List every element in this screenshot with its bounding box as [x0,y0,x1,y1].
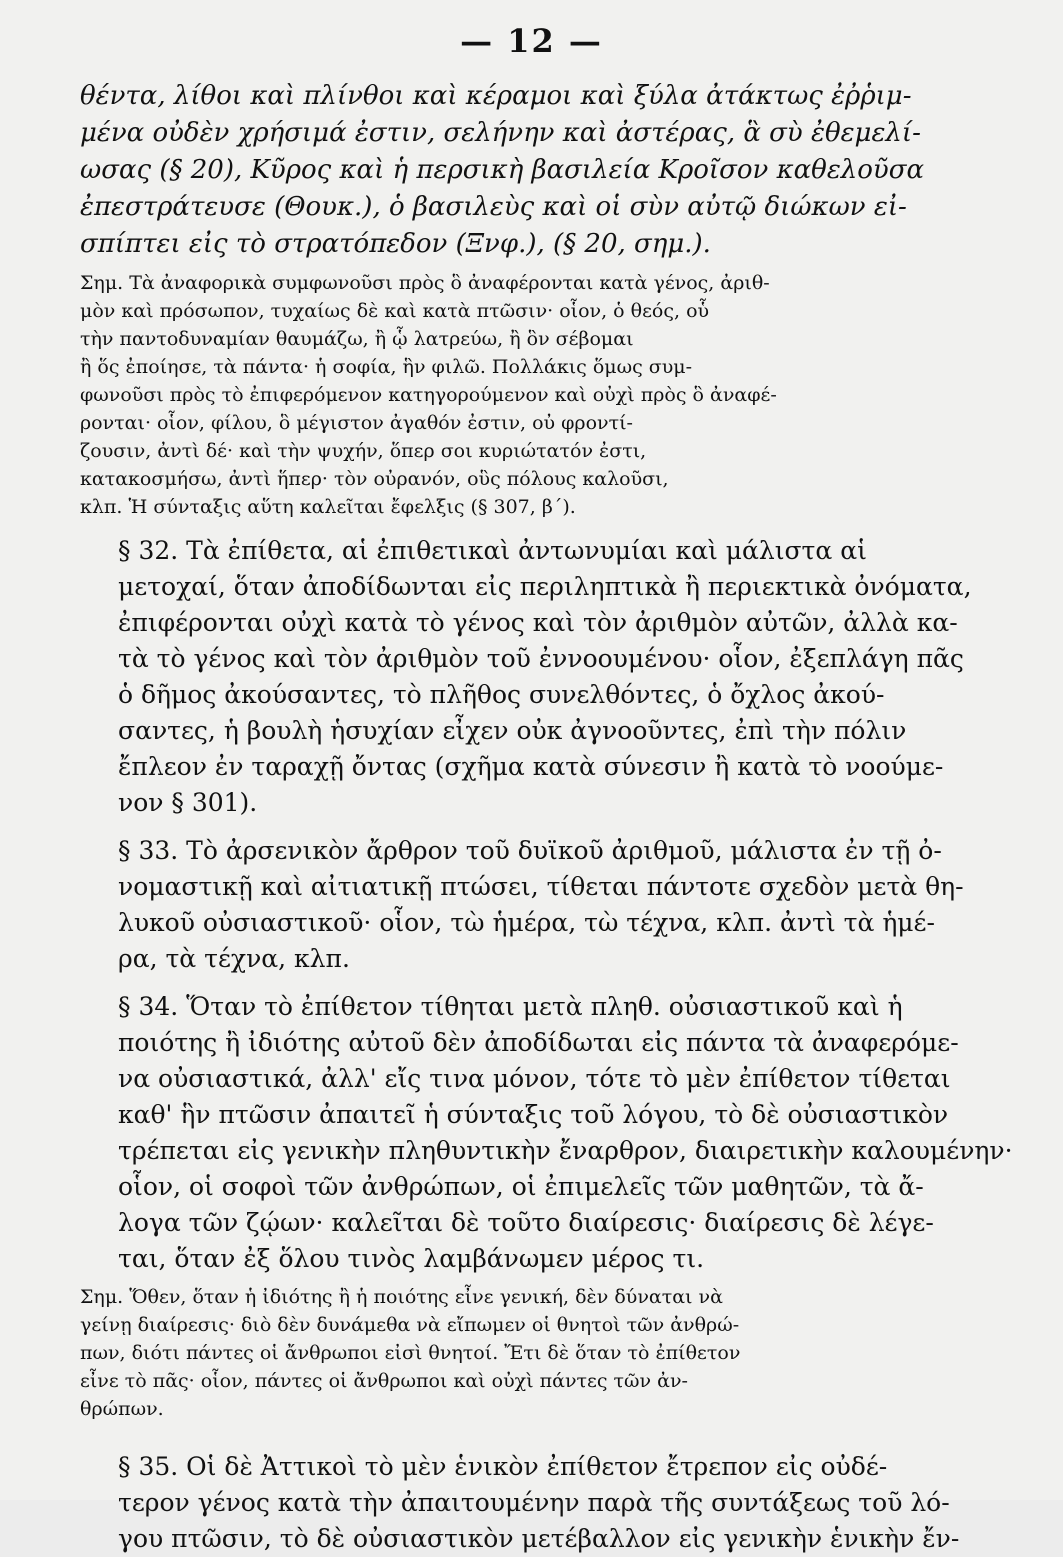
text-line: ται, ὅταν ἐξ ὅλου τινὸς λαμβάνωμεν μέρος τι. [118,1244,705,1273]
text-line: ποιότης ἢ ἰδιότης αὐτοῦ δὲν ἀποδίδωται εἰς πάντα τὰ ἀναφερόμε- [118,1028,959,1057]
section-34-paragraph [80,989,1013,1277]
text-line: φωνοῦσι πρὸς τὸ ἐπιφερόμενον κατηγορούμενον καὶ οὐχὶ πρὸς ὃ ἀναφέ- [80,384,777,406]
text-line: § 33. Τὸ ἀρσενικὸν ἄρθρον τοῦ δυϊκοῦ ἀριθμοῦ, μάλιστα ἐν τῇ ὀ- [118,836,942,865]
text-line: θρώπων. [80,1398,164,1420]
text-line: ὁ δῆμος ἀκούσαντες, τὸ πλῆθος συνελθόντες, ὁ ὄχλος ἀκού- [118,680,885,709]
page-number: — 12 — [460,22,603,60]
note-paragraph-1 [80,269,983,521]
text-line: σπίπτει εἰς τὸ στρατόπεδον (Ξνφ.), (§ 20, σημ.). [80,229,711,259]
text-line: καθ' ἣν πτῶσιν ἀπαιτεῖ ἡ σύνταξις τοῦ λόγου, τὸ δὲ οὐσιαστικὸν [118,1100,949,1129]
text-line: ἢ ὅς ἐποίησε, τὰ πάντα· ἡ σοφία, ἣν φιλῶ. Πολλάκις ὅμως συμ- [80,356,693,378]
text-line: ἔπλεον ἐν ταραχῇ ὄντας (σχῆμα κατὰ σύνεσιν ἢ κατὰ τὸ νοούμε- [118,752,944,781]
text-line: σαντες, ἡ βουλὴ ἡσυχίαν εἶχεν οὐκ ἀγνοοῦντες, ἐπὶ τὴν πόλιν [118,716,907,745]
section-33-paragraph [80,833,983,977]
text-line: ζουσιν, ἀντὶ δέ· καὶ τὴν ψυχήν, ὅπερ σοι κυριώτατόν ἐστι, [80,440,647,462]
intro-paragraph [80,78,983,263]
text-line: γείνῃ διαίρεσις· διὸ δὲν δυνάμεθα νὰ εἴπωμεν οἱ θνητοὶ τῶν ἀνθρώ- [80,1314,740,1336]
text-line: ρα, τὰ τέχνα, κλπ. [118,944,350,973]
text-line: τὰ τὸ γένος καὶ τὸν ἀριθμὸν τοῦ ἐννοουμένου· οἷον, ἐξεπλάγη πᾶς [118,644,964,673]
text-line: § 32. Τὰ ἐπίθετα, αἱ ἐπιθετικαὶ ἀντωνυμίαι καὶ μάλιστα αἱ [118,536,867,565]
text-line: ἐπεστράτευσε (Θουκ.), ὁ βασιλεὺς καὶ οἱ σὺν αὐτῷ διώκων εἰ- [80,192,907,222]
note-paragraph-2 [80,1283,983,1423]
text-line: § 34. Ὅταν τὸ ἐπίθετον τίθηται μετὰ πληθ. οὐσιαστικοῦ καὶ ἡ [118,992,903,1021]
text-line: οἷον, οἱ σοφοὶ τῶν ἀνθρώπων, οἱ ἐπιμελεῖς τῶν μαθητῶν, τὰ ἄ- [118,1172,924,1201]
text-line: κατακοσμήσω, ἀντὶ ἥπερ· τὸν οὐρανόν, οὓς πόλους καλοῦσι, [80,468,669,490]
text-line: εἶνε τὸ πᾶς· οἷον, πάντες οἱ ἄνθρωποι καὶ οὐχὶ πάντες τῶν ἀν- [80,1370,688,1392]
text-line: ἐπιφέρονται οὐχὶ κατὰ τὸ γένος καὶ τὸν ἀριθμὸν αὐτῶν, ἀλλὰ κα- [118,608,958,637]
text-line: νον § 301). [118,788,258,817]
section-35-paragraph [80,1449,983,1557]
text-line: τερον γένος κατὰ τὴν ἀπαιτουμένην παρὰ τῆς συντάξεως τοῦ λό- [118,1488,950,1517]
text-line: ωσας (§ 20), Κῦρος καὶ ἡ περσικὴ βασιλεία Κροῖσον καθελοῦσα [80,155,925,185]
text-line: νομαστικῇ καὶ αἰτιατικῇ πτώσει, τίθεται πάντοτε σχεδὸν μετὰ θη- [118,872,964,901]
text-line: § 35. Οἱ δὲ Ἀττικοὶ τὸ μὲν ἑνικὸν ἐπίθετον ἔτρεπον εἰς οὐδέ- [118,1452,888,1481]
text-line: λυκοῦ οὐσιαστικοῦ· οἷον, τὼ ἡμέρα, τὼ τέχνα, κλπ. ἀντὶ τὰ ἡμέ- [118,908,935,937]
text-line: μὸν καὶ πρόσωπον, τυχαίως δὲ καὶ κατὰ πτῶσιν· οἷον, ὁ θεός, οὗ [80,300,710,322]
text-line: μένα οὐδὲν χρήσιμά ἐστιν, σελήνην καὶ ἀστέρας, ἃ σὺ ἐθεμελί- [80,118,921,148]
text-line: τρέπεται εἰς γενικὴν πληθυντικὴν ἔναρθρον, διαιρετικὴν καλουμένην· [118,1136,1013,1165]
text-line: μετοχαί, ὅταν ἀποδίδωνται εἰς περιληπτικὰ ἢ περιεκτικὰ ὀνόματα, [118,572,972,601]
text-line: πων, διότι πάντες οἱ ἄνθρωποι εἰσὶ θνητοί. Ἔτι δὲ ὅταν τὸ ἐπίθετον [80,1342,741,1364]
text-line: τὴν παντοδυναμίαν θαυμάζω, ἢ ᾧ λατρεύω, ἢ ὃν σέβομαι [80,328,634,350]
text-line: κλπ. Ἡ σύνταξις αὕτη καλεῖται ἔφελξις (§ 307, β΄). [80,496,576,518]
text-line: λογα τῶν ζῴων· καλεῖται δὲ τοῦτο διαίρεσις· διαίρεσις δὲ λέγε- [118,1208,934,1237]
text-line: να οὐσιαστικά, ἀλλ' εἴς τινα μόνον, τότε τὸ μὲν ἐπίθετον τίθεται [118,1064,951,1093]
section-32-paragraph [80,533,983,821]
text-line: ρονται· οἷον, φίλου, ὃ μέγιστον ἀγαθόν ἐστιν, οὐ φροντί- [80,412,633,434]
text-line: Σημ. Ὅθεν, ὅταν ἡ ἰδιότης ἢ ἡ ποιότης εἶνε γενική, δὲν δύναται νὰ [80,1286,723,1308]
text-line: γου πτῶσιν, τὸ δὲ οὐσιαστικὸν μετέβαλλον εἰς γενικὴν ἑνικὴν ἔν- [118,1524,960,1553]
text-line: θέντα, λίθοι καὶ πλίνθοι καὶ κέραμοι καὶ ξύλα ἀτάκτως ἐῤῥιμ- [80,81,912,111]
text-line: Σημ. Τὰ ἀναφορικὰ συμφωνοῦσι πρὸς ὃ ἀναφέρονται κατὰ γένος, ἀριθ- [80,272,770,294]
